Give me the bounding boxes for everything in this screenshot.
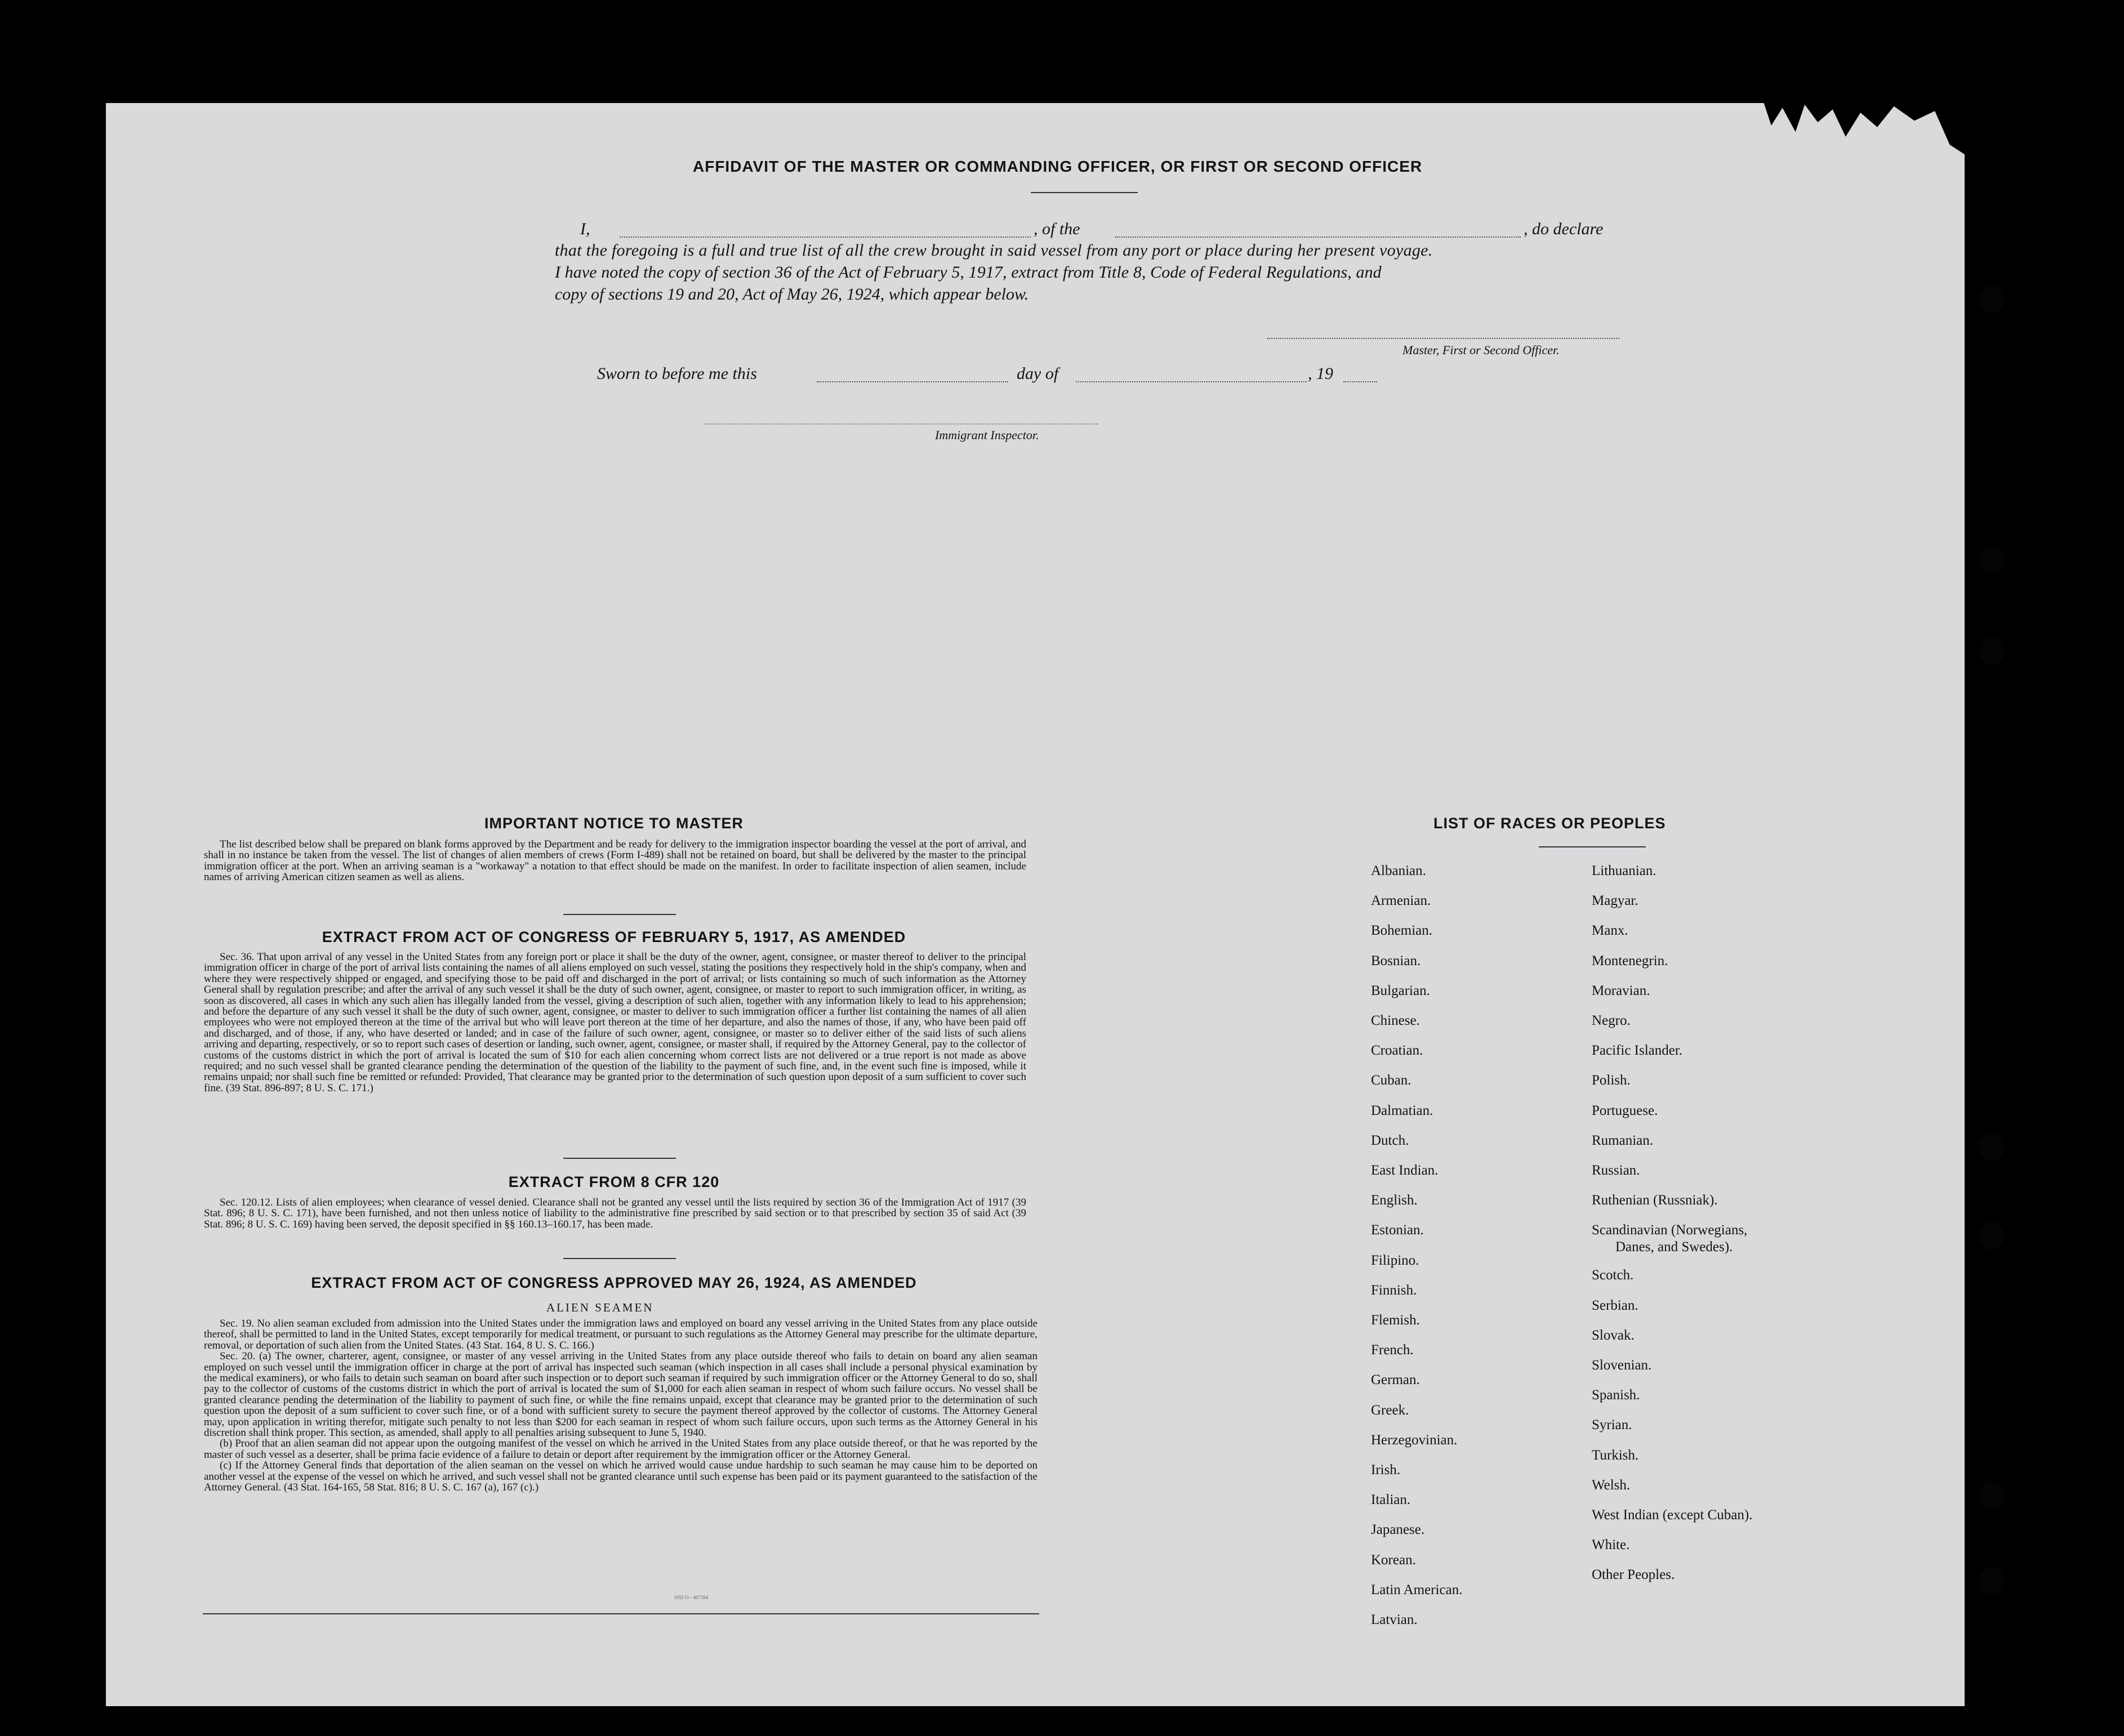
race-item: Cuban.: [1371, 1073, 1411, 1088]
punch-hole: [1979, 637, 2004, 666]
race-item: Armenian.: [1371, 893, 1431, 909]
year-blank[interactable]: [1343, 381, 1377, 382]
race-item: Moravian.: [1592, 983, 1650, 998]
extract-1924-body: [204, 1318, 1037, 1493]
race-item: Albanian.: [1371, 863, 1426, 878]
race-item: Irish.: [1371, 1462, 1401, 1478]
race-item: German.: [1371, 1372, 1420, 1388]
inspector-label: Immigrant Inspector.: [935, 428, 1039, 442]
affidavit-do-declare: , do declare: [1524, 220, 1604, 238]
race-item: East Indian.: [1371, 1163, 1439, 1179]
affidavit-line-4: copy of sections 19 and 20, Act of May 26, 1924, which appear below.: [555, 285, 1029, 304]
race-item: Korean.: [1371, 1552, 1416, 1568]
year-label: , 19: [1308, 364, 1333, 383]
extract-cfr-body: [204, 1197, 1026, 1230]
race-item: Other Peoples.: [1592, 1567, 1675, 1583]
race-item: Latin American.: [1371, 1582, 1463, 1597]
race-item: Bulgarian.: [1371, 983, 1430, 998]
extract-1917-heading: EXTRACT FROM ACT OF CONGRESS OF FEBRUARY 5, 1917, AS AMENDED: [322, 929, 906, 945]
race-item: Bosnian.: [1371, 953, 1421, 969]
race-item: West Indian (except Cuban).: [1592, 1507, 1753, 1523]
race-item: Slovak.: [1592, 1327, 1635, 1343]
race-item: Russian.: [1592, 1163, 1640, 1179]
day-blank[interactable]: [817, 381, 1008, 382]
race-item: Magyar.: [1592, 893, 1638, 909]
punch-hole: [1979, 1133, 2004, 1161]
vessel-blank[interactable]: [1115, 236, 1521, 238]
race-item: English.: [1371, 1193, 1418, 1208]
race-item: Italian.: [1371, 1492, 1411, 1508]
races-rule: [1539, 846, 1646, 847]
race-item: Croatian.: [1371, 1043, 1423, 1059]
race-item: Montenegrin.: [1592, 953, 1668, 969]
race-item: Turkish.: [1592, 1447, 1639, 1463]
race-item: Serbian.: [1592, 1297, 1638, 1313]
race-item: Danes, and Swedes).: [1615, 1239, 1733, 1255]
race-item: Slovenian.: [1592, 1358, 1652, 1373]
affidavit-line-2: that the foregoing is a full and true list of all the crew brought in said vessel from any port or place during her present voyage.: [555, 241, 1433, 260]
notice-body: [204, 839, 1026, 883]
heading-rule: [1031, 192, 1138, 193]
name-blank[interactable]: [620, 236, 1031, 238]
punch-hole: [1979, 285, 2004, 314]
race-item: Chinese.: [1371, 1013, 1420, 1029]
races-heading: LIST OF RACES OR PEOPLES: [1433, 815, 1666, 832]
sec120-text: Sec. 120.12. Lists of alien employees; when clearance of vessel denied. Clearance shall not be granted any vessel until the lists required by section 36 of the Immigration Act of 1917 (39 Stat. 896; 8 U. S. C. 171), have been furnished, and not then unless notice of liability to the administrative fine prescribed by said section or to that prescribed by section 35 of said Act (39 Stat. 896; 8 U. S. C. 169) having been served, the deposit specified in §§ 160.13–160.17, has been made.: [204, 1197, 1026, 1230]
race-item: Spanish.: [1592, 1387, 1640, 1403]
race-item: Japanese.: [1371, 1522, 1425, 1538]
race-item: Dutch.: [1371, 1132, 1409, 1148]
sec20c-text: (c) If the Attorney General finds that deportation of the alien seaman on the vessel on which he arrived would cause undue hardship to such seaman he may cause him to be deported on another vessel at the expense of the vessel on which he arrived, and such vessel shall not be granted clearance until such expense has been paid or its payment guaranteed to the satisfaction of the Attorney General. (43 Stat. 164-165, 58 Stat. 816; 8 U. S. C. 167 (a), 167 (c).): [204, 1460, 1037, 1494]
race-item: Filipino.: [1371, 1252, 1419, 1268]
notice-text: The list described below shall be prepared on blank forms approved by the Department and be ready for delivery to the immigration inspector boarding the vessel at the port of arrival, and shall in no instance be taken from the vessel. The list of changes of alien members of crews (Form I-489) shall not be retained on board, but shall be delivered by the master to the principal immigration officer at the port. When an arriving seaman is a "workaway" a notation to that effect should be made on the manifest. In order to facilitate inspection of alien seamen, include names of arriving American citizen seamen as well as aliens.: [204, 838, 1026, 883]
race-item: Ruthenian (Russniak).: [1592, 1193, 1718, 1208]
sec36-text: Sec. 36. That upon arrival of any vessel in the United States from any foreign port or place it shall be the duty of the owner, agent, consignee, or master thereof to deliver to the principal immigration officer in charge of the port of arrival lists containing the names of all aliens employed on such vessel, stating the positions they respectively hold in the ship's company, when and where they were respectively shipped or engaged, and specifying those to be paid off and discharged in the port of arrival; or lists containing so much of such information as the Attorney General shall by regulation prescribe; and after the arrival of any such vessel it shall be the duty of such owner, agent, consignee, or master to report to such immigration officer, in writing, as soon as discovered, all cases in which any such alien has illegally landed from the vessel, giving a description of such alien, together with any information likely to lead to his apprehension; and before the departure of any such vessel it shall be the duty of such owner, agent, consignee, or master to deliver to such immigration officer a further list containing the names of all alien employees who were not employed thereon at the time of the arrival but who will leave port thereon at the time of her departure, and also the names of those, if any, who have been paid off and discharged, and of those, if any, who have deserted or landed; and in case of the failure of such owner, agent, consignee, or master so to deliver either of the said lists of such aliens arriving and departing, respectively, or so to report such cases of desertion or landing, such owner, agent, consignee, or master shall, if required by the Attorney General, pay to the collector of customs of the customs district in which the port of arrival is located the sum of $10 for each alien concerning whom correct lists are not delivered or a true report is not made as above required; and no such vessel shall be granted clearance pending the determination of the question of the liability to the payment of such fine, and, in the event such fine is imposed, while it remains unpaid; nor shall such fine be remitted or refunded: Provided, That clearance may be granted prior to the determination of such question upon deposit of a sum sufficient to cover such fine. (39 Stat. 896-897; 8 U. S. C. 171.): [204, 951, 1026, 1094]
printer-mark: 1955 O - 467394: [674, 1595, 709, 1600]
punch-hole: [1979, 1222, 2004, 1250]
race-item: Portuguese.: [1592, 1103, 1658, 1118]
race-item: Syrian.: [1592, 1417, 1632, 1433]
signature-label: Master, First or Second Officer.: [1402, 343, 1560, 357]
month-blank[interactable]: [1076, 381, 1307, 382]
race-item: Finnish.: [1371, 1282, 1417, 1298]
race-item: White.: [1592, 1537, 1630, 1553]
day-of-label: day of: [1017, 364, 1059, 383]
sec20b-text: (b) Proof that an alien seaman did not appear upon the outgoing manifest of the vessel on which he arrived in the United States from any place outside thereof, or that he was reported by the master of such vessel as a deserter, shall be prima facie evidence of a failure to detain or deport after requirement by the immigration officer or the Attorney General.: [204, 1438, 1037, 1461]
race-item: Negro.: [1592, 1013, 1631, 1029]
race-item: Lithuanian.: [1592, 863, 1657, 878]
footer-rule: [203, 1613, 1039, 1614]
race-item: Herzegovinian.: [1371, 1432, 1458, 1448]
race-item: Latvian.: [1371, 1612, 1418, 1628]
sec19-text: Sec. 19. No alien seaman excluded from admission into the United States under the immigration laws and employed on board any vessel arriving in the United States from any place outside thereof, shall be permitted to land in the United States, except temporarily for medical treatment, or pursuant to such regulations as the Attorney General may prescribe for the ultimate departure, removal, or deportation of such alien from the United States. (43 Stat. 164, 8 U. S. C. 166.): [204, 1318, 1037, 1351]
extract-1924-heading: EXTRACT FROM ACT OF CONGRESS APPROVED MAY 26, 1924, AS AMENDED: [311, 1274, 917, 1291]
race-item: Bohemian.: [1371, 923, 1433, 939]
affidavit-line-3: I have noted the copy of section 36 of the Act of February 5, 1917, extract from Title 8, Code of Federal Regulations, and: [555, 263, 1382, 282]
sec20a-text: Sec. 20. (a) The owner, charterer, agent, consignee, or master of any vessel arriving in the United States from any place outside thereof who fails to detain on board any alien seaman employed on such vessel until the immigration officer in charge at the port of arrival has inspected such seaman (which inspection in all cases shall include a personal physical examination by the medical examiners), or who fails to detain such seaman on board after such inspection or to deport such seaman if required by such immigration officer or the Attorney General to do so, shall pay to the collector of customs of the customs district in which the port of arrival is located the sum of $1,000 for each alien seaman in respect of whom such failure occurs. No vessel shall be granted clearance pending the determination of the liability to payment of such fine, or while the fine remains unpaid, except that clearance may be granted prior to the determination of such question upon the deposit of a sum sufficient to cover such fine, or of a bond with sufficient surety to secure the payment thereof approved by the collector of customs. The Attorney General may, upon application in writing therefor, mitigate such penalty to not less than $200 for each seaman in respect of whom such failure occurs, upon such terms as the Attorney General in his discretion shall think proper. This section, as amended, shall apply to all penalties arising subsequent to June 5, 1940.: [204, 1350, 1037, 1439]
race-item: Estonian.: [1371, 1222, 1424, 1238]
section-rule: [563, 1158, 676, 1159]
punch-hole: [1979, 546, 2004, 574]
races-column-1: [1371, 856, 1462, 1635]
signature-blank[interactable]: [1267, 338, 1619, 339]
race-item: Flemish.: [1371, 1313, 1420, 1328]
race-item: Greek.: [1371, 1402, 1409, 1418]
affidavit-heading: AFFIDAVIT OF THE MASTER OR COMMANDING OFFICER, OR FIRST OR SECOND OFFICER: [693, 158, 1423, 175]
section-rule: [563, 914, 676, 915]
punch-hole: [1979, 1481, 2004, 1509]
alien-seamen-subheading: ALIEN SEAMEN: [546, 1301, 654, 1314]
punch-hole: [1979, 1567, 2004, 1595]
affidavit-of-the: , of the: [1034, 220, 1080, 238]
extract-cfr-heading: EXTRACT FROM 8 CFR 120: [508, 1173, 720, 1190]
section-rule: [563, 1258, 676, 1259]
race-item: Scotch.: [1592, 1268, 1634, 1283]
race-item: Rumanian.: [1592, 1132, 1654, 1148]
race-item: Welsh.: [1592, 1477, 1631, 1493]
race-item: Manx.: [1592, 923, 1628, 939]
notice-heading: IMPORTANT NOTICE TO MASTER: [484, 815, 743, 832]
race-item: Pacific Islander.: [1592, 1043, 1683, 1059]
races-column-2: [1592, 856, 1752, 1590]
inspector-blank[interactable]: [704, 423, 1098, 425]
race-item: Dalmatian.: [1371, 1103, 1433, 1118]
race-item: Scandinavian (Norwegians,: [1592, 1222, 1748, 1238]
extract-1917-body: [204, 952, 1026, 1094]
affidavit-pronoun: I,: [580, 220, 590, 238]
sworn-label: Sworn to before me this: [597, 364, 757, 383]
race-item: Polish.: [1592, 1073, 1631, 1088]
race-item: French.: [1371, 1342, 1414, 1358]
